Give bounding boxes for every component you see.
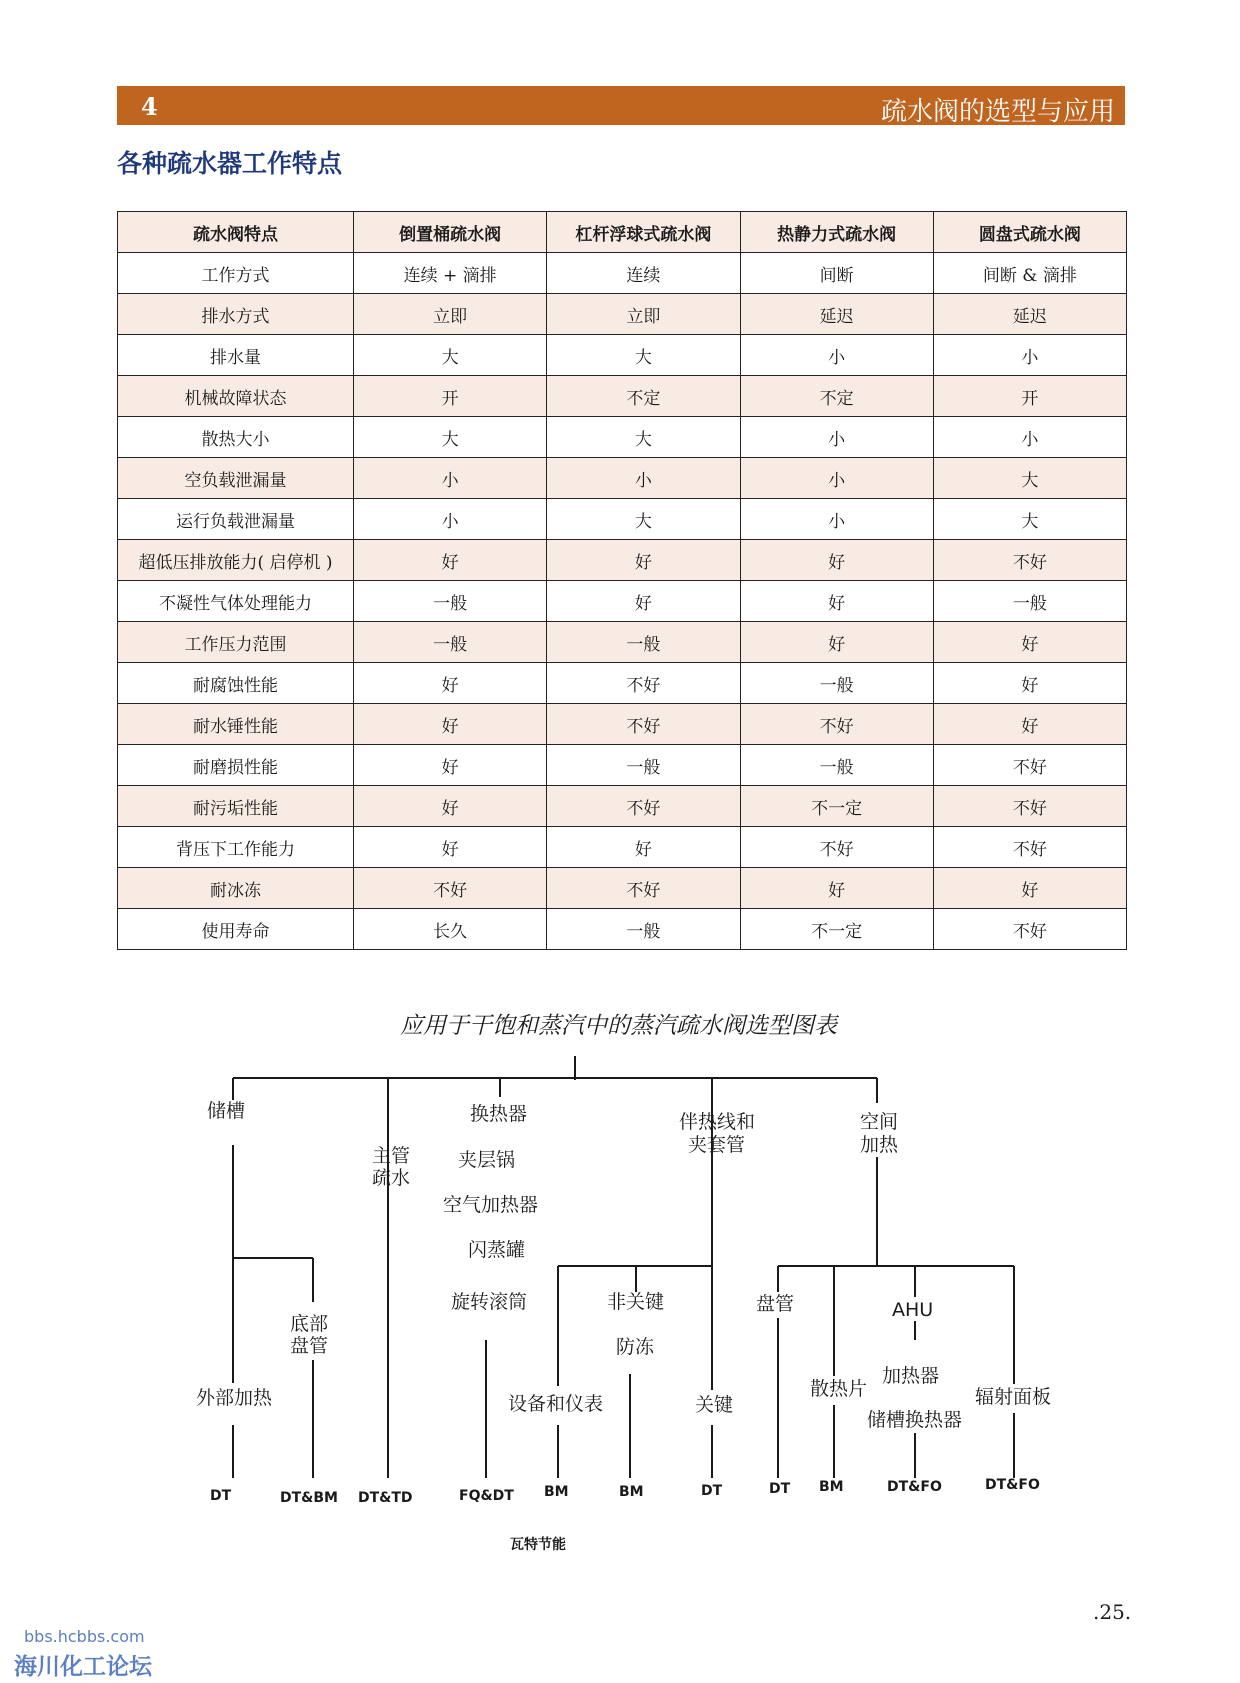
- row-label: 排水量: [118, 335, 354, 376]
- watermark-url: bbs.hcbbs.com: [24, 1627, 145, 1646]
- table-cell: 不好: [933, 745, 1126, 786]
- label-storage-tank: 储槽: [207, 1100, 246, 1122]
- row-label: 排水方式: [118, 294, 354, 335]
- column-header: 杠杆浮球式疏水阀: [547, 212, 740, 253]
- table-cell: 小: [933, 335, 1126, 376]
- row-label: 背压下工作能力: [118, 827, 354, 868]
- table-cell: 好: [354, 704, 547, 745]
- label-bottom-coil: 底部: [290, 1313, 329, 1335]
- label-heater: 加热器: [882, 1365, 940, 1387]
- table-cell: 不好: [547, 704, 740, 745]
- label-air-heater: 空气加热器: [443, 1194, 539, 1216]
- table-cell: 大: [354, 335, 547, 376]
- table-cell: 好: [740, 622, 933, 663]
- table-cell: 好: [354, 827, 547, 868]
- chart-title: 应用于干饱和蒸汽中的蒸汽疏水阀选型图表: [400, 1013, 837, 1039]
- column-header: 疏水阀特点: [118, 212, 354, 253]
- table-cell: 一般: [354, 581, 547, 622]
- table-cell: 小: [740, 417, 933, 458]
- table-cell: 间断 & 滴排: [933, 253, 1126, 294]
- table-cell: 不好: [740, 827, 933, 868]
- label-external-heating: 外部加热: [196, 1387, 273, 1409]
- table-cell: 好: [547, 581, 740, 622]
- label-coil: 盘管: [756, 1293, 795, 1315]
- table-cell: 好: [547, 540, 740, 581]
- code-label: BM: [619, 1484, 644, 1500]
- table-cell: 大: [354, 417, 547, 458]
- table-cell: 好: [933, 663, 1126, 704]
- label-bottom-coil: 盘管: [290, 1335, 329, 1357]
- table-cell: 好: [740, 868, 933, 909]
- table-cell: 不好: [547, 786, 740, 827]
- table-cell: 好: [354, 663, 547, 704]
- table-cell: 不定: [740, 376, 933, 417]
- table-cell: 大: [933, 499, 1126, 540]
- label-radiant-panel: 辐射面板: [975, 1386, 1052, 1408]
- code-label: DT&BM: [280, 1490, 338, 1506]
- row-label: 不凝性气体处理能力: [118, 581, 354, 622]
- label-main-pipe: 主管: [372, 1145, 411, 1167]
- label-tracing: 夹套管: [688, 1134, 746, 1156]
- table-cell: 好: [547, 827, 740, 868]
- row-label: 运行负载泄漏量: [118, 499, 354, 540]
- label-heat-exchanger: 换热器: [470, 1103, 528, 1125]
- table-cell: 小: [740, 335, 933, 376]
- label-space-heating: 空间: [860, 1111, 899, 1133]
- table-cell: 连续: [547, 253, 740, 294]
- table-cell: 好: [933, 622, 1126, 663]
- label-ahu: AHU: [892, 1299, 934, 1321]
- table-cell: 小: [740, 499, 933, 540]
- table-cell: 小: [354, 499, 547, 540]
- table-cell: 不好: [933, 909, 1126, 950]
- row-label: 机械故障状态: [118, 376, 354, 417]
- table-cell: 立即: [354, 294, 547, 335]
- table-cell: 不好: [933, 540, 1126, 581]
- section-title: 各种疏水器工作特点: [117, 149, 343, 178]
- row-label: 工作方式: [118, 253, 354, 294]
- table-cell: 连续 + 滴排: [354, 253, 547, 294]
- table-cell: 不好: [547, 663, 740, 704]
- table-cell: 不好: [547, 868, 740, 909]
- row-label: 散热大小: [118, 417, 354, 458]
- table-cell: 大: [933, 458, 1126, 499]
- code-label: DT&TD: [358, 1490, 413, 1506]
- label-jacketed-kettle: 夹层锅: [458, 1149, 516, 1171]
- table-cell: 大: [547, 499, 740, 540]
- table-cell: 一般: [547, 622, 740, 663]
- label-equipment: 设备和仪表: [508, 1393, 604, 1415]
- page-number: .25.: [1093, 1600, 1132, 1624]
- label-antifreeze: 防冻: [616, 1336, 655, 1358]
- table-cell: 小: [547, 458, 740, 499]
- table-cell: 好: [740, 581, 933, 622]
- table-cell: 一般: [740, 745, 933, 786]
- row-label: 耐磨损性能: [118, 745, 354, 786]
- code-label: FQ&DT: [459, 1488, 514, 1504]
- table-cell: 不好: [933, 786, 1126, 827]
- table-cell: 一般: [547, 909, 740, 950]
- column-header: 热静力式疏水阀: [740, 212, 933, 253]
- row-label: 空负载泄漏量: [118, 458, 354, 499]
- table-cell: 好: [354, 540, 547, 581]
- table-cell: 不好: [740, 704, 933, 745]
- label-critical: 关键: [695, 1394, 734, 1416]
- table-cell: 一般: [933, 581, 1126, 622]
- column-header: 倒置桶疏水阀: [354, 212, 547, 253]
- table-cell: 不定: [547, 376, 740, 417]
- label-tank-exchanger: 储槽换热器: [867, 1409, 963, 1431]
- row-label: 工作压力范围: [118, 622, 354, 663]
- table-cell: 立即: [547, 294, 740, 335]
- table-cell: 延迟: [933, 294, 1126, 335]
- table-cell: 延迟: [740, 294, 933, 335]
- row-label: 耐污垢性能: [118, 786, 354, 827]
- label-non-critical: 非关键: [607, 1291, 665, 1313]
- code-label: DT: [769, 1481, 791, 1497]
- label-main-pipe: 疏水: [372, 1167, 411, 1189]
- table-cell: 好: [354, 786, 547, 827]
- table-cell: 开: [354, 376, 547, 417]
- table-cell: 小: [933, 417, 1126, 458]
- row-label: 使用寿命: [118, 909, 354, 950]
- table-cell: 好: [933, 704, 1126, 745]
- table-cell: 大: [547, 335, 740, 376]
- table-cell: 一般: [354, 622, 547, 663]
- table-cell: 好: [933, 868, 1126, 909]
- code-label: BM: [544, 1484, 569, 1500]
- table-cell: 好: [740, 540, 933, 581]
- label-radiator: 散热片: [810, 1378, 868, 1400]
- table-cell: 小: [354, 458, 547, 499]
- table-cell: 一般: [740, 663, 933, 704]
- row-label: 耐水锤性能: [118, 704, 354, 745]
- table-cell: 长久: [354, 909, 547, 950]
- column-header: 圆盘式疏水阀: [933, 212, 1126, 253]
- chapter-number: 4: [141, 92, 158, 121]
- table-cell: 间断: [740, 253, 933, 294]
- chart-credit: 瓦特节能: [510, 1537, 566, 1553]
- row-label: 耐腐蚀性能: [118, 663, 354, 704]
- table-cell: 不好: [354, 868, 547, 909]
- table-cell: 小: [740, 458, 933, 499]
- code-label: DT: [701, 1483, 723, 1499]
- label-flash-tank: 闪蒸罐: [468, 1239, 526, 1261]
- code-label: DT: [210, 1488, 232, 1504]
- table-cell: 不一定: [740, 909, 933, 950]
- row-label: 耐冰冻: [118, 868, 354, 909]
- code-label: DT&FO: [887, 1479, 942, 1495]
- label-tracing: 伴热线和: [679, 1111, 756, 1133]
- label-rotary-drum: 旋转滚筒: [451, 1291, 528, 1313]
- row-label: 超低压排放能力( 启停机 ): [118, 540, 354, 581]
- watermark-name: 海川化工论坛: [14, 1654, 152, 1680]
- header-title: 疏水阀的选型与应用: [880, 97, 1115, 127]
- table-cell: 不好: [933, 827, 1126, 868]
- label-space-heating: 加热: [860, 1134, 899, 1156]
- code-label: DT&FO: [985, 1477, 1040, 1493]
- table-cell: 大: [547, 417, 740, 458]
- table-cell: 不一定: [740, 786, 933, 827]
- table-cell: 好: [354, 745, 547, 786]
- table-cell: 一般: [547, 745, 740, 786]
- code-label: BM: [819, 1479, 844, 1495]
- table-cell: 开: [933, 376, 1126, 417]
